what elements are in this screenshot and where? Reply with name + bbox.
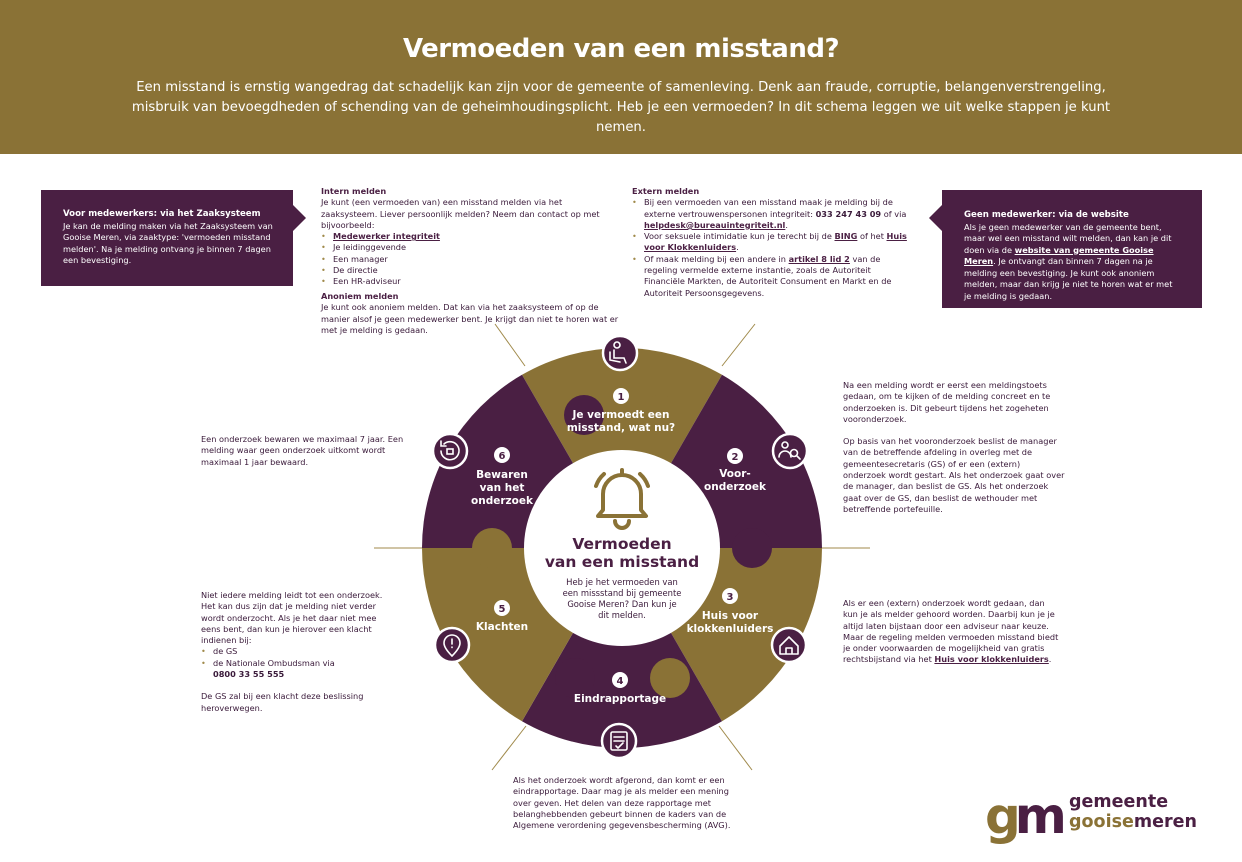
logo-line-2a: gooise [1069, 812, 1134, 832]
connector-line-1b [722, 324, 755, 366]
center-sub-4: dit melden. [598, 610, 646, 620]
employee-report-title: Voor medewerkers: via het Zaaksysteem [63, 209, 261, 219]
step6-label-3: onderzoek [471, 495, 533, 507]
center-title-2: van een misstand [544, 553, 700, 571]
center-sub-1: Heb je het vermoeden van [566, 577, 678, 587]
website-report-text-1: Als je geen medewerker van de gemeente bent, maar wel een misstand wilt melden, dan kan je dit doen via de [964, 221, 1172, 255]
extern-title: Extern melden [632, 186, 700, 196]
step4-label-1: Eindrapportage [573, 693, 667, 705]
connector-line-4a [492, 726, 526, 770]
intern-item-integrity[interactable]: • Medewerker integriteit [321, 231, 621, 242]
center-sub-2: een missstand bij gemeente [562, 588, 682, 598]
intern-item-hr: • Een HR-adviseur [321, 276, 621, 287]
step-num-2: 2 [731, 452, 739, 463]
step5-paragraph-2: De GS zal bij een klacht deze beslissing heroverwegen. [201, 691, 364, 713]
step6-description: Een onderzoek bewaren we maximaal 7 jaar. Een melding waar geen onderzoek uitkomt wordt maximaal 1 jaar bewaard. [201, 434, 404, 467]
connector-line-4b [719, 726, 752, 770]
anonymous-text: Je kunt ook anoniem melden. Dat kan via het zaaksysteem of op de manier alsof je geen medewerker bent. Je krijgt dan niet te horen wat er met je melding is gedaan. [321, 302, 619, 335]
tab-5-6 [472, 528, 512, 568]
anonymous-title: Anoniem melden [321, 291, 399, 301]
huis-klokkenluiders-link-2[interactable]: Huis voor klokkenluiders [934, 654, 1049, 665]
icon-badge-3 [772, 628, 806, 662]
step2-paragraph-1: Na een melding wordt er eerst een meldingstoets gedaan, om te kijken of de melding concreet en te onderzoeken is. Dit gebeurt tijdens het zogeheten vooronderzoek. [843, 380, 1051, 424]
logo-line-2b: meren [1133, 812, 1197, 832]
step1-label-2: misstand, wat nu? [566, 422, 676, 434]
website-link[interactable]: website van gemeente Gooise Meren [964, 244, 1154, 266]
step2-paragraph-2: Op basis van het vooronderzoek beslist de manager van de betreffende afdeling in overleg met de gemeentesecretaris (GS) of er een (extern) onderzoek wordt gestart. Als het onderzoek gaat over de manager, dan beslist de GS. Als het onderzoek gaat over de GS, dan beslist de wethouder met betreffende portefeuille. [843, 436, 1065, 514]
connector-line-1a [495, 324, 525, 366]
website-report-text-2: . Je ontvangt dan binnen 7 dagen na je melding een bevestiging. Je kunt ook anoniem melden, maar dan krijg je niet te horen wat er met je melding is gedaan. [964, 256, 1173, 301]
step1-label-1: Je vermoedt een [572, 409, 670, 421]
icon-badge-1 [603, 336, 637, 370]
tab-3-4 [650, 658, 690, 698]
step-num-1: 1 [617, 392, 625, 403]
gemeente-gooise-meren-logo [985, 787, 1205, 846]
step5-label-1: Klachten [475, 621, 529, 633]
step4-description: Als het onderzoek wordt afgerond, dan komt er een eindrapportage. Daar mag je als melder een mening over geven. Het delen van deze rapportage met belanghebbenden gebeurt binnen de kaders van de Algemene verordening gegevensbescherming (AVG). [513, 775, 731, 831]
intern-text: Je kunt (een vermoeden van) een misstand melden via het zaaksysteem. Liever persoonlijk melden? Neem dan contact op met bijvoorbeeld: [321, 197, 600, 230]
center-title-1: Vermoeden [572, 535, 672, 553]
icon-badge-6 [433, 434, 467, 468]
extern-item-instantie: • Of maak melding bij een andere in artikel 8 lid 2 van de regeling vermelde externe instantie, zoals de Autoriteit Financiële Markten, de Autoriteit Consument en Markt en de Autoriteit Persoonsgegevens. [632, 254, 908, 299]
intern-item-manager-direct: • Je leidinggevende [321, 242, 621, 253]
logo-line-1: gemeente [1069, 792, 1169, 812]
extern-mail-link[interactable]: helpdesk@bureauintegriteit.nl [644, 219, 786, 230]
intern-title: Intern melden [321, 186, 387, 196]
website-report-title: Geen medewerker: via de website [964, 210, 1129, 220]
employee-report-text: Je kan de melding maken via het Zaaksysteem van Gooise Meren, via zaaktype: 'vermoeden misstand melden'. Na je melding ontvang je binnen 7 dagen een bevestiging. [63, 220, 273, 265]
step-num-5: 5 [498, 604, 506, 615]
step-num-3: 3 [726, 592, 734, 603]
intern-item-manager: • Een manager [321, 254, 621, 265]
step5-item-gs: • de GS [201, 646, 397, 657]
step3-label-2: klokkenluiders [686, 623, 774, 635]
step3-description: Als er een (extern) onderzoek wordt gedaan, dan kun je als melder gehoord worden. Daarbij kun je je altijd laten bijstaan door een adviseur naar keuze. Maar de regeling melden vermoeden misstand biedt je onder voorwaarden de mogelijkheid van gratis rechtsbijstand via het Huis voor klokkenluiders. [843, 598, 1059, 665]
huis-klokkenluiders-link[interactable]: Huis voor Klokkenluiders [644, 231, 907, 253]
step5-item-ombudsman: • de Nationale Ombudsman via [201, 658, 397, 669]
intern-item-directie: • De directie [321, 265, 621, 276]
page-title: Vermoeden van een misstand? [402, 34, 840, 64]
bing-link[interactable]: BING [834, 231, 858, 242]
artikel-link[interactable]: artikel 8 lid 2 [788, 253, 850, 264]
step-num-6: 6 [498, 451, 506, 462]
extern-item-intimidatie: • Voor seksuele intimidatie kun je terecht bij de BING of het Huis voor Klokkenluiders. [632, 231, 908, 254]
extern-item-vertrouwenspersoon: • Bij een vermoeden van een misstand maak je melding bij de externe vertrouwenspersonen integriteit: 033 247 43 09 of via helpdesk@bureauintegriteit.nl. [632, 197, 908, 231]
step6-label-1: Bewaren [476, 469, 528, 481]
step5-paragraph-1: Niet iedere melding leidt tot een onderzoek. Het kan dus zijn dat je melding niet verder wordt onderzocht. Als je het daar niet mee eens bent, dan kun je hierover een klacht indienen bij: [201, 590, 383, 646]
icon-badge-2 [773, 434, 807, 468]
center-sub-3: Gooise Meren? Dan kun je [567, 599, 677, 609]
step2-label-1: Voor- [719, 468, 751, 480]
step-num-4: 4 [616, 676, 624, 687]
ombudsman-phone[interactable]: 0800 33 55 555 [213, 669, 285, 680]
step2-label-2: onderzoek [704, 481, 766, 493]
step3-label-1: Huis voor [701, 610, 759, 622]
tab-4-5 [555, 658, 595, 698]
intro-text: Een misstand is ernstig wangedrag dat schadelijk kan zijn voor de gemeente of samenleving. Denk aan fraude, corruptie, belangenverstrengeling, misbruik van bevoegdheden of schending van de geheimhoudingsplicht. Heb je een vermoeden? In dit schema leggen we uit welke stappen je kunt nemen. [131, 80, 1111, 135]
extern-phone[interactable]: 033 247 43 09 [815, 208, 882, 219]
step6-label-2: van het [479, 482, 525, 494]
tab-2-3 [732, 528, 772, 568]
logo-mark: gm [985, 787, 1061, 845]
logo-wordmark [1069, 792, 1197, 832]
